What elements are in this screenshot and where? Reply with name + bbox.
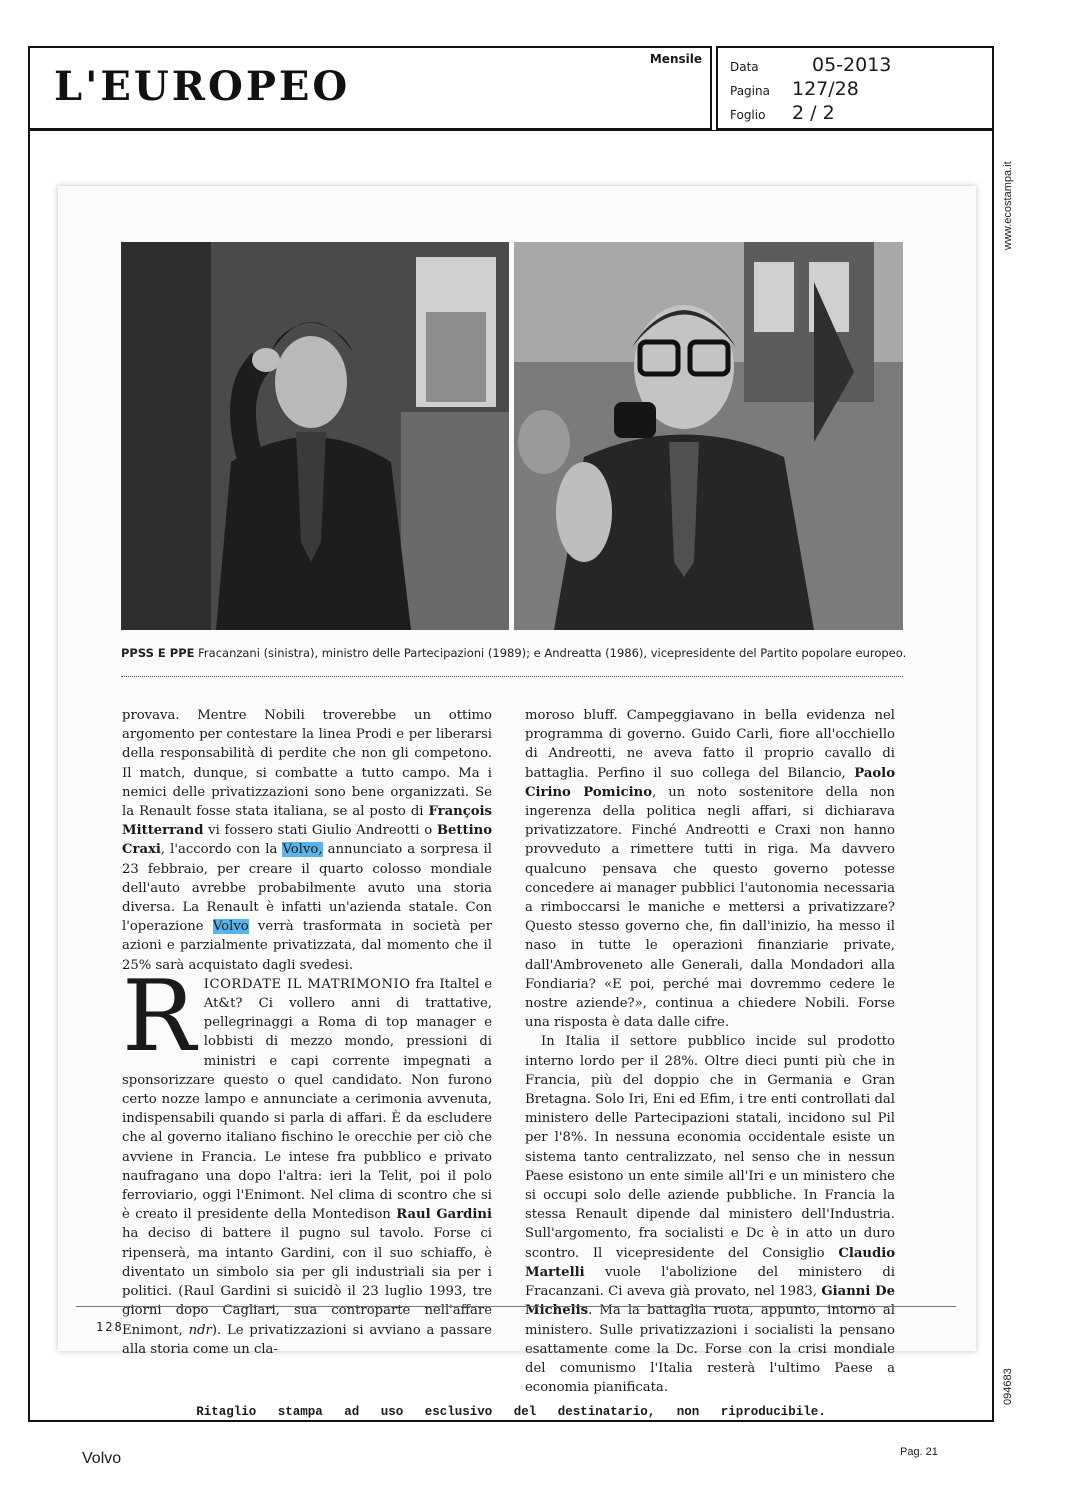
keyword-label: Volvo (82, 1450, 122, 1467)
name-pomicino: Paolo Cirino Pomicino (525, 765, 895, 800)
text-run: provava. Mentre Nobili troverebbe un ottimo argomento per contestare la linea Prodi e per liberarsi della responsabilità di perdite che non gli competono. Il match, dunque, si combatte a tutto campo. Ma i nemici delle privatizzazioni sono bene organizzati. Se la Renault fosse stata italiana, se al posto di (122, 708, 492, 820)
caption-text: Fracanzani (sinistra), ministro delle Partecipazioni (1989); e Andreatta (1986), vicepresidente del Partito popolare europeo. (194, 646, 907, 660)
photo-strip (121, 242, 903, 630)
metadata-box (716, 46, 994, 130)
highlight-volvo: Volvo (212, 919, 249, 935)
photo-fracanzani (121, 242, 509, 630)
photo-caption (121, 646, 911, 660)
paragraph-right-2 (525, 1032, 895, 1397)
page-rule (76, 1306, 956, 1307)
pagina-label: Pagina (730, 84, 770, 98)
text-run: ). Le privatizzazioni si avviano a passare alla storia come un cla- (122, 1322, 492, 1357)
drop-cap: R (122, 959, 196, 1074)
editor-note: ndr (188, 1322, 212, 1338)
text-run: . Ma la battaglia ruota, appunto, intorno al ministero. Sulle privatizzazioni i socialisti la pensano esattamente come la Dc. Forse con la crisi mondiale del comunismo l'Italia resterà l'ultimo Paese a economia pianificata. (525, 1303, 895, 1396)
foglio-label: Foglio (730, 108, 766, 122)
text-run: vuole l'abolizione del ministero di Fracanzani. Ci aveva già provato, nel 1983, (525, 1264, 895, 1300)
meta-foglio-row (730, 102, 835, 124)
text-run: , un noto sostenitore della non ingerenza della politica negli affari, si dichiarava privatizzatore. Finché Andreotti e Craxi non hanno provveduto a rimettere tutti in riga. Ma davvero qualcuno pensava che questo governo potesse concedere ai manager pubblici l'autonomia necessaria a rimboccarsi le maniche e mettersi a privatizzare? Questo stesso governo che, fin dall'inizio, ha messo il naso in tutte le operazioni finanziarie private, dall'Ambroveneto alle Generali, dalla Mondadori alla Fondiaria? «E poi, perché mai dovremmo cedere le nostre aziende?», continua a chiedere Nobili. Forse una risposta è data dalle cifre. (525, 784, 895, 1031)
caption-divider (121, 676, 903, 677)
name-martelli: Claudio Martelli (525, 1245, 895, 1280)
paragraph-left-1 (122, 706, 492, 975)
publication-logo: L'EUROPEO (54, 63, 351, 110)
text-run: annunciato a sorpresa il 23 febbraio, per creare il quarto colosso mondiale dell'auto avrebbe probabilmente avuto una storia diversa. La Renault è infatti un'azienda statale. Con l'operazione (122, 842, 492, 935)
highlight-volvo: Volvo, (282, 842, 323, 858)
text-run: fra Italtel e At&t? Ci vollero anni di trattative, pellegrinaggi a Roma di top manager e lobbisti di mezzo mondo, pressioni di ministri e capi corrente impegnati a sponsorizzare questo o quel candidato. Non furono certo nozze lampo e annunciate a cerimonia avvenuta, indispensabili quando si parla di affari. È da escludere che al governo italiano fischino le orecchie per ciò che avviene in Francia. Le intese fra pubblico e privato naufragano una dopo l'altra: ieri la Telit, poi il polo ferroviario, oggi l'Enimont. Nel clima di scontro che si è creato il presidente della Montedison (122, 976, 492, 1223)
paragraph-right-1 (525, 706, 895, 1032)
clipping-notice: Ritaglio stampa ad uso esclusivo del destinatario, non riproducibile. (196, 1405, 826, 1419)
photo-andreatta-illustration (514, 242, 903, 630)
meta-pagina-row (730, 78, 859, 100)
website-label: www.ecostampa.it (1002, 161, 1014, 250)
article-column-left (122, 706, 492, 1359)
frequency-label: Mensile (649, 52, 702, 66)
name-de-michelis: Gianni De Michelis (525, 1284, 895, 1319)
masthead-box (28, 46, 712, 130)
text-run: ha deciso di battere il pugno sul tavolo. Forse ci ripenserà, ma intanto Gardini, con il suo schiaffo, è diventato un simbolo sia per gli industriali sia per i politici. (Raul Gardini si suicidò il 23 luglio 1993, tre giorni dopo Cagliari, sua controparte nell'affare Enimont, (122, 1226, 492, 1338)
text-run: moroso bluff. Campeggiavano in bella evidenza nel programma di governo. Guido Carli, fiore all'occhiello di Andreotti, ne aveva fatto il proprio cavallo di battaglia. Perfino il suo collega del Bilancio, (525, 708, 895, 781)
scanned-page (58, 186, 976, 1396)
name-gardini: Raul Gardini (396, 1207, 492, 1223)
article-column-right (525, 706, 895, 1397)
text-run: vi fossero stati Giulio Andreotti o (203, 823, 437, 839)
magazine-page-number: 128 (96, 1320, 124, 1334)
pagina-value: 127/28 (792, 78, 859, 100)
photo-fracanzani-illustration (121, 242, 509, 630)
data-label: Data (730, 60, 759, 74)
name-craxi: Bettino Craxi (122, 823, 492, 858)
caption-lead: PPSS E PPE (121, 646, 195, 660)
foglio-value: 2 / 2 (792, 102, 835, 124)
photo-andreatta (514, 242, 903, 630)
text-run: verrà trasformata in società per azioni e parzialmente privatizzata, dal momento che il 25% sarà acquistato dagli svedesi. (122, 919, 493, 973)
data-value: 05-2013 (812, 54, 892, 76)
page-indicator: Pag. 21 (900, 1446, 938, 1458)
text-run: In Italia il settore pubblico incide sul prodotto interno lordo per il 28%. Oltre dieci punti più che in Francia, più del doppio che in Germania e Gran Bretagna. Solo Iri, Eni ed Efim, i tre enti controllati dal ministero delle Partecipazioni statali, incidono sul Pil per l'8%. In nessuna economia occidentale esiste un sistema tanto centralizzato, nel senso che in nessun Paese esistono un ente simile all'Iri e un ministero che si occupi solo delle aziende pubbliche. In Francia la stessa Renault dipende dal ministero dell'Industria. Sull'argomento, fra socialisti e Dc è in atto un duro scontro. Il vicepresidente del Consiglio (525, 1034, 895, 1261)
name-mitterrand: François Mitterrand (122, 804, 492, 839)
lead-in-caps: ICORDATE IL MATRIMONIO (203, 976, 411, 992)
paragraph-left-2 (122, 959, 492, 1359)
archive-code: 094683 (1002, 1368, 1014, 1405)
meta-data-row (730, 54, 891, 76)
text-run: , l'accordo con la (160, 842, 283, 858)
